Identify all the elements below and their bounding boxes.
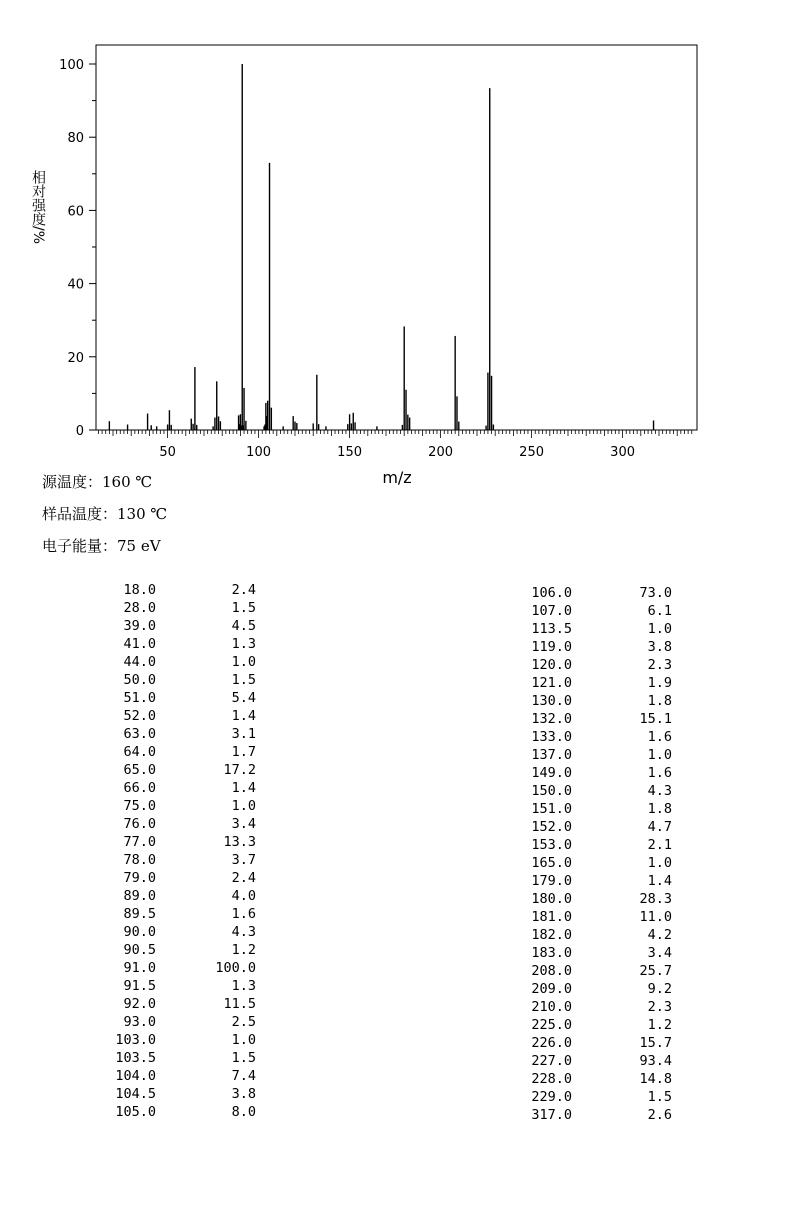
intensity-value: 11.0 [639,909,672,925]
intensity-value: 28.3 [639,891,672,907]
table-row [506,764,706,782]
table-row [506,710,706,728]
table-row [90,635,290,653]
intensity-value: 2.5 [231,1014,256,1030]
mz-value: 50.0 [123,672,156,688]
mz-value: 91.5 [123,978,156,994]
mz-value: 92.0 [123,996,156,1012]
mz-value: 179.0 [531,873,572,889]
table-row [90,1085,290,1103]
intensity-value: 1.6 [647,765,672,781]
table-row [90,887,290,905]
intensity-value: 1.8 [647,801,672,817]
mz-value: 149.0 [531,765,572,781]
x-tick-label: 150 [337,445,363,460]
table-row [506,1016,706,1034]
intensity-value: 2.4 [231,870,256,886]
mz-value: 52.0 [123,708,156,724]
table-row [506,782,706,800]
intensity-value: 4.5 [231,618,256,634]
intensity-value: 15.7 [639,1035,672,1051]
table-row [506,620,706,638]
mz-value: 132.0 [531,711,572,727]
peak-table-right [506,584,706,1124]
intensity-value: 1.5 [231,600,256,616]
intensity-value: 2.4 [231,582,256,598]
table-row [506,800,706,818]
y-tick-label: 60 [67,204,84,220]
intensity-value: 8.0 [231,1104,256,1120]
table-row [506,908,706,926]
mz-value: 180.0 [531,891,572,907]
table-row [90,995,290,1013]
table-row [506,1070,706,1088]
y-tick-label: 20 [67,350,84,366]
intensity-value: 1.0 [647,855,672,871]
table-row [90,833,290,851]
y-axis-label: 相对强度/% [30,170,46,245]
mz-value: 66.0 [123,780,156,796]
intensity-value: 93.4 [639,1053,672,1069]
mz-value: 107.0 [531,603,572,619]
y-axis-ticks [59,58,96,439]
intensity-value: 2.3 [647,999,672,1015]
mz-value: 121.0 [531,675,572,691]
mz-value: 229.0 [531,1089,572,1105]
table-row [90,1103,290,1121]
intensity-value: 5.4 [231,690,256,706]
intensity-value: 25.7 [639,963,672,979]
intensity-value: 1.6 [647,729,672,745]
mz-value: 51.0 [123,690,156,706]
mz-value: 105.0 [115,1104,156,1120]
table-row [506,818,706,836]
intensity-value: 4.7 [647,819,672,835]
table-row [90,581,290,599]
intensity-value: 2.1 [647,837,672,853]
mz-value: 90.0 [123,924,156,940]
intensity-value: 13.3 [223,834,256,850]
table-row [506,890,706,908]
mz-value: 119.0 [531,639,572,655]
table-row [506,1034,706,1052]
mz-value: 93.0 [123,1014,156,1030]
x-tick-label: 200 [428,445,454,460]
intensity-value: 1.5 [231,672,256,688]
mz-value: 104.5 [115,1086,156,1102]
intensity-value: 3.7 [231,852,256,868]
table-row [90,959,290,977]
table-row [90,923,290,941]
spectrum-peaks [109,64,653,430]
table-row [90,851,290,869]
intensity-value: 100.0 [215,960,256,976]
mz-value: 106.0 [531,585,572,601]
table-row [506,872,706,890]
table-row [506,584,706,602]
mz-value: 130.0 [531,693,572,709]
intensity-value: 1.6 [231,906,256,922]
mz-value: 103.5 [115,1050,156,1066]
table-row [506,656,706,674]
mz-value: 103.0 [115,1032,156,1048]
table-row [90,1067,290,1085]
table-row [90,653,290,671]
mz-value: 91.0 [123,960,156,976]
table-row [506,854,706,872]
table-row [90,869,290,887]
mz-value: 41.0 [123,636,156,652]
intensity-value: 1.4 [647,873,672,889]
peak-table-left [90,581,290,1121]
mz-value: 226.0 [531,1035,572,1051]
intensity-value: 1.3 [231,978,256,994]
mz-value: 77.0 [123,834,156,850]
table-row [506,962,706,980]
table-row [90,941,290,959]
mz-value: 150.0 [531,783,572,799]
mz-value: 63.0 [123,726,156,742]
mz-value: 39.0 [123,618,156,634]
table-row [506,926,706,944]
table-row [90,707,290,725]
table-row [506,998,706,1016]
mz-value: 152.0 [531,819,572,835]
intensity-value: 4.2 [647,927,672,943]
intensity-value: 1.4 [231,708,256,724]
mz-value: 120.0 [531,657,572,673]
mz-value: 90.5 [123,942,156,958]
plot-frame [96,45,697,430]
mz-value: 89.0 [123,888,156,904]
intensity-value: 3.8 [231,1086,256,1102]
intensity-value: 2.6 [647,1107,672,1123]
table-row [90,599,290,617]
mz-value: 113.5 [531,621,572,637]
y-tick-label: 40 [67,277,84,293]
mz-value: 89.5 [123,906,156,922]
x-tick-label: 250 [519,445,545,460]
intensity-value: 1.0 [231,654,256,670]
mz-value: 64.0 [123,744,156,760]
intensity-value: 4.3 [231,924,256,940]
table-row [506,1052,706,1070]
table-row [90,905,290,923]
intensity-value: 3.4 [231,816,256,832]
mz-value: 78.0 [123,852,156,868]
intensity-value: 3.4 [647,945,672,961]
table-row [90,1013,290,1031]
table-row [506,692,706,710]
intensity-value: 2.3 [647,657,672,673]
intensity-value: 15.1 [639,711,672,727]
table-row [506,674,706,692]
x-axis-label: m/z [382,468,412,487]
mz-value: 225.0 [531,1017,572,1033]
mz-value: 210.0 [531,999,572,1015]
table-row [90,779,290,797]
mz-value: 79.0 [123,870,156,886]
intensity-value: 11.5 [223,996,256,1012]
x-tick-label: 300 [610,445,636,460]
intensity-value: 6.1 [647,603,672,619]
mz-value: 181.0 [531,909,572,925]
intensity-value: 1.7 [231,744,256,760]
electron-energy: 电子能量：75 eV [42,537,161,555]
table-row [90,761,290,779]
intensity-value: 4.0 [231,888,256,904]
mz-value: 75.0 [123,798,156,814]
intensity-value: 1.8 [647,693,672,709]
intensity-value: 73.0 [639,585,672,601]
table-row [90,797,290,815]
table-row [506,944,706,962]
mz-value: 65.0 [123,762,156,778]
intensity-value: 7.4 [231,1068,256,1084]
mz-value: 317.0 [531,1107,572,1123]
table-row [506,980,706,998]
intensity-value: 1.0 [231,1032,256,1048]
table-row [90,815,290,833]
table-row [90,689,290,707]
x-tick-label: 100 [246,445,272,460]
mz-value: 28.0 [123,600,156,616]
intensity-value: 1.0 [647,621,672,637]
mz-value: 153.0 [531,837,572,853]
intensity-value: 14.8 [639,1071,672,1087]
table-row [506,728,706,746]
mz-value: 182.0 [531,927,572,943]
table-row [90,1031,290,1049]
intensity-value: 1.0 [231,798,256,814]
table-row [506,836,706,854]
mz-value: 209.0 [531,981,572,997]
y-tick-label: 100 [59,58,84,73]
table-row [90,977,290,995]
mz-value: 137.0 [531,747,572,763]
table-row [506,1088,706,1106]
intensity-value: 1.2 [647,1017,672,1033]
x-axis-ticks [98,430,691,460]
table-row [90,1049,290,1067]
y-tick-label: 0 [75,424,84,439]
intensity-value: 1.3 [231,636,256,652]
intensity-value: 1.9 [647,675,672,691]
mz-value: 151.0 [531,801,572,817]
intensity-value: 1.2 [231,942,256,958]
intensity-value: 1.4 [231,780,256,796]
mz-value: 208.0 [531,963,572,979]
mz-value: 183.0 [531,945,572,961]
intensity-value: 1.0 [647,747,672,763]
table-row [506,1106,706,1124]
intensity-value: 1.5 [647,1089,672,1105]
intensity-value: 1.5 [231,1050,256,1066]
mz-value: 104.0 [115,1068,156,1084]
mz-value: 227.0 [531,1053,572,1069]
mz-value: 228.0 [531,1071,572,1087]
table-row [506,746,706,764]
table-row [90,617,290,635]
intensity-value: 17.2 [223,762,256,778]
intensity-value: 4.3 [647,783,672,799]
y-tick-label: 80 [67,131,84,147]
source-temperature: 源温度：160 ℃ [42,473,153,491]
intensity-value: 9.2 [647,981,672,997]
mz-value: 76.0 [123,816,156,832]
mz-value: 44.0 [123,654,156,670]
table-row [506,638,706,656]
mz-value: 18.0 [123,582,156,598]
intensity-value: 3.8 [647,639,672,655]
mz-value: 133.0 [531,729,572,745]
x-tick-label: 50 [159,445,176,460]
table-row [90,671,290,689]
sample-temperature: 样品温度：130 ℃ [42,505,168,523]
table-row [506,602,706,620]
table-row [90,725,290,743]
table-row [90,743,290,761]
mz-value: 165.0 [531,855,572,871]
intensity-value: 3.1 [231,726,256,742]
